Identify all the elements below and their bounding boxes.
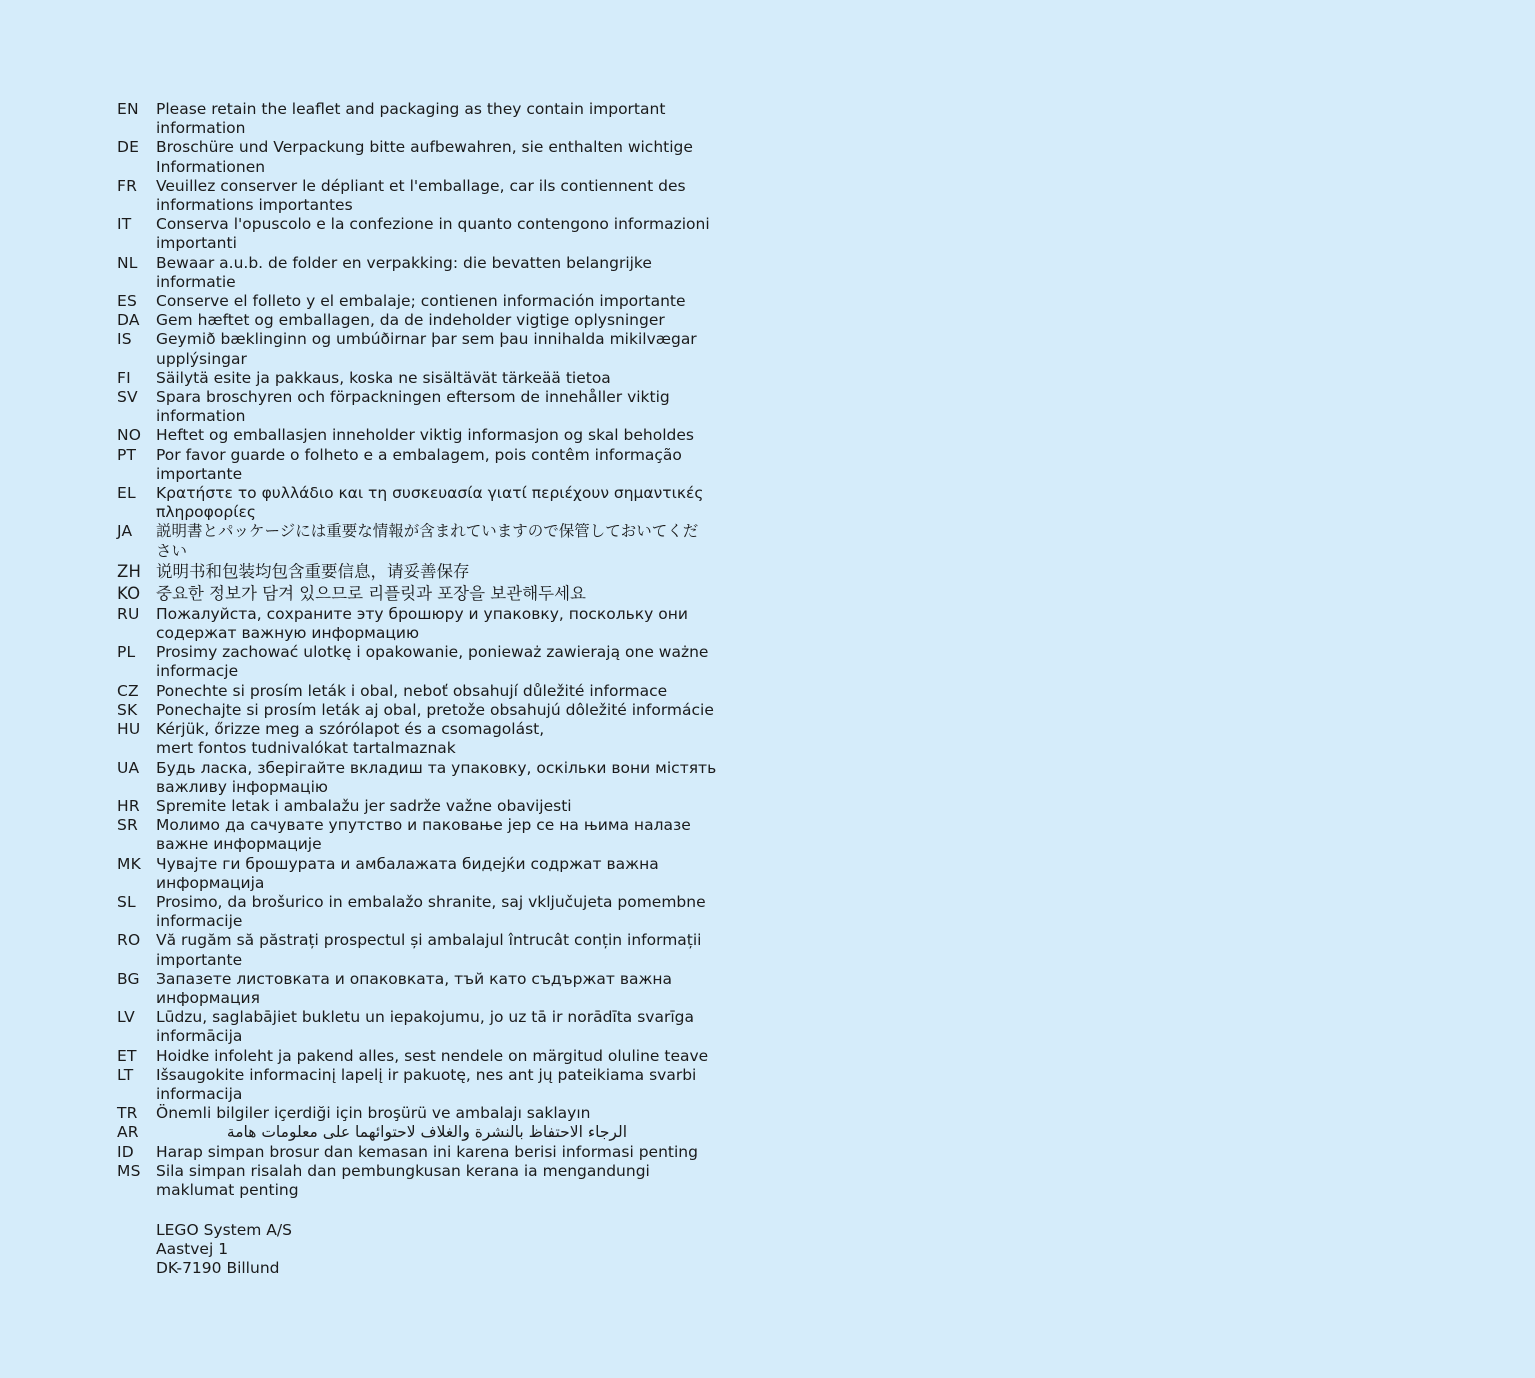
language-code: SK [117,700,138,719]
notice-text: Geymið bæklinginn og umbúðirnar þar sem þau innihalda mikilvægar upplýsingar [156,330,697,368]
notice-entry-no [117,426,777,445]
notice-entry-cz [117,682,777,701]
notice-text: Пожалуйста, сохраните эту брошюру и упаковку, поскольку они содержат важную информацию [156,604,688,643]
language-code: TR [117,1104,138,1123]
language-code: LT [117,1065,134,1084]
notice-text: Por favor guarde o folheto e a embalagem, pois contêm informação importante [156,445,682,483]
notice-entry-pl [117,643,777,681]
language-code: EN [117,100,139,118]
notice-text: Bewaar a.u.b. de folder en verpakking: die bevatten belangrijke informatie [156,253,652,291]
language-code: HU [117,720,141,739]
language-code: PT [117,445,137,464]
street-address: Aastvej 1 [156,1240,229,1259]
notice-entry-ro [117,931,777,969]
notice-text: Prosimy zachować ulotkę i opakowanie, ponieważ zawierają one ważne informacje [156,643,709,681]
notice-text: 说明书和包装均包含重要信息，请妥善保存 [156,561,470,581]
notice-entry-bg [117,970,777,1008]
notice-text: Ponechajte si prosím leták aj obal, pretože obsahujú dôležité informácie [156,700,714,719]
language-code: KO [117,583,141,603]
notice-text: Heftet og emballasjen inneholder viktig informasjon og skal beholdes [156,426,694,445]
notice-text: Spara broschyren och förpackningen eftersom de innehåller viktig information [156,388,670,426]
language-code: FR [117,176,138,195]
notice-entry-sv [117,388,777,426]
notice-text: Молимо да сачувате упутство и паковање јер се на њима налазе важне информације [156,816,691,854]
notice-text: Hoidke infoleht ja pakend alles, sest nendele on märgitud oluline teave [156,1046,709,1065]
notice-text: Будь ласка, зберігайте вкладиш та упаковку, оскільки вони містять важливу інформацію [156,758,717,796]
notice-text: Išsaugokite informacinį lapelį ir pakuotę, nes ant jų pateikiama svarbi informacija [156,1065,697,1103]
language-code: BG [117,969,140,988]
language-code: FI [117,368,131,387]
notice-text: الرجاء الاحتفاظ بالنشرة والغلاف لاحتوائهما على معلومات هامة [226,1123,627,1142]
language-code: LV [117,1008,135,1027]
notice-entry-nl [117,254,777,292]
notice-entry-mk [117,855,777,893]
notice-entry-is [117,330,777,368]
language-code: MK [117,854,141,873]
notice-text: Please retain the leaflet and packaging as they contain important information [156,100,666,138]
notice-text: Kérjük, őrizze meg a szórólapot és a csomagolást, mert fontos tudnivalókat tartalmaznak [156,720,545,758]
notice-entry-ko [117,583,777,605]
language-code: SV [117,388,138,407]
notice-text: 중요한 정보가 담겨 있으므로 리플릿과 포장을 보관해두세요 [156,583,586,603]
language-code: HR [117,796,140,815]
language-code: RO [117,931,141,950]
retain-leaflet-notice [117,100,777,1200]
language-code: PL [117,643,136,662]
notice-entry-el [117,484,777,522]
notice-text: Önemli bilgiler içerdiği için broşürü ve ambalajı saklayın [156,1104,591,1123]
language-code: DE [117,138,140,157]
language-code: NL [117,253,138,272]
notice-entry-lt [117,1066,777,1104]
notice-text: Spremite letak i ambalažu jer sadrže važne obavijesti [156,796,572,815]
notice-entry-lv [117,1008,777,1046]
notice-text: Lūdzu, saglabājiet bukletu un iepakojumu, jo uz tā ir norādīta svarīga informācija [156,1008,694,1046]
notice-text: Conserve el folleto y el embalaje; contienen información importante [156,292,686,311]
notice-entry-sr [117,816,777,854]
notice-entry-sl [117,893,777,931]
language-code: RU [117,604,140,623]
company-address [156,1221,292,1279]
language-code: AR [117,1123,139,1142]
notice-entry-fr [117,177,777,215]
notice-entry-ar [117,1123,777,1142]
language-code: SL [117,892,136,911]
notice-text: Чувајте ги брошурата и амбалажата бидејќи содржат важна информација [156,854,659,892]
language-code: MS [117,1161,141,1180]
notice-entry-et [117,1047,777,1066]
language-code: IS [117,330,132,349]
notice-text: Prosimo, da brošurico in embalažo shranite, saj vključujeta pomembne informacije [156,892,706,931]
notice-text: Ponechte si prosím leták i obal, neboť obsahují důležité informace [156,681,668,700]
notice-text: Harap simpan brosur dan kemasan ini karena berisi informasi penting [156,1142,698,1161]
language-code: JA [117,522,133,541]
notice-text: Veuillez conserver le dépliant et l'emballage, car ils contiennent des informations importantes [156,176,686,215]
language-code: DA [117,311,140,330]
notice-entry-ru [117,605,777,643]
notice-entry-ja [117,522,777,560]
company-name: LEGO System A/S [156,1221,292,1239]
notice-text: Vă rugăm să păstrați prospectul și ambalajul întrucât conțin informații importante [156,931,702,969]
notice-entry-ms [117,1162,777,1200]
language-code: EL [117,484,136,503]
notice-entry-es [117,292,777,311]
notice-text: Запазете листовката и опаковката, тъй като съдържат важна информация [156,969,673,1007]
notice-entry-tr [117,1104,777,1123]
language-code: UA [117,758,140,777]
notice-entry-en [117,100,777,138]
notice-text: Κρατήστε το φυλλάδιο και τη συσκευασία γιατί περιέχουν σημαντικές πληροφορίες [156,484,704,522]
notice-entry-da [117,311,777,330]
notice-entry-ua [117,759,777,797]
notice-entry-pt [117,446,777,484]
language-code: SR [117,816,139,835]
language-code: NO [117,426,142,445]
language-code: IT [117,215,132,234]
language-code: ET [117,1046,137,1065]
notice-entry-hr [117,797,777,816]
language-code: ZH [117,561,142,581]
notice-text: 説明書とパッケージには重要な情報が含まれていますので保管しておいてくだ さい [156,522,699,560]
notice-entry-sk [117,701,777,720]
notice-entry-hu [117,720,777,758]
notice-text: Säilytä esite ja pakkaus, koska ne sisältävät tärkeää tietoa [156,368,611,387]
language-code: ID [117,1142,134,1161]
language-code: CZ [117,681,139,700]
notice-text: Gem hæftet og emballagen, da de indeholder vigtige oplysninger [156,311,665,330]
notice-entry-fi [117,369,777,388]
notice-text: Broschüre und Verpackung bitte aufbewahren, sie enthalten wichtige Informationen [156,138,693,176]
city-postcode: DK-7190 Billund [156,1259,280,1278]
notice-entry-zh [117,561,777,583]
notice-text: Sila simpan risalah dan pembungkusan kerana ia mengandungi maklumat penting [156,1161,650,1199]
language-code: ES [117,292,138,311]
notice-entry-id [117,1143,777,1162]
notice-text: Conserva l'opuscolo e la confezione in quanto contengono informazioni importanti [156,215,710,253]
notice-entry-de [117,138,777,176]
notice-entry-it [117,215,777,253]
